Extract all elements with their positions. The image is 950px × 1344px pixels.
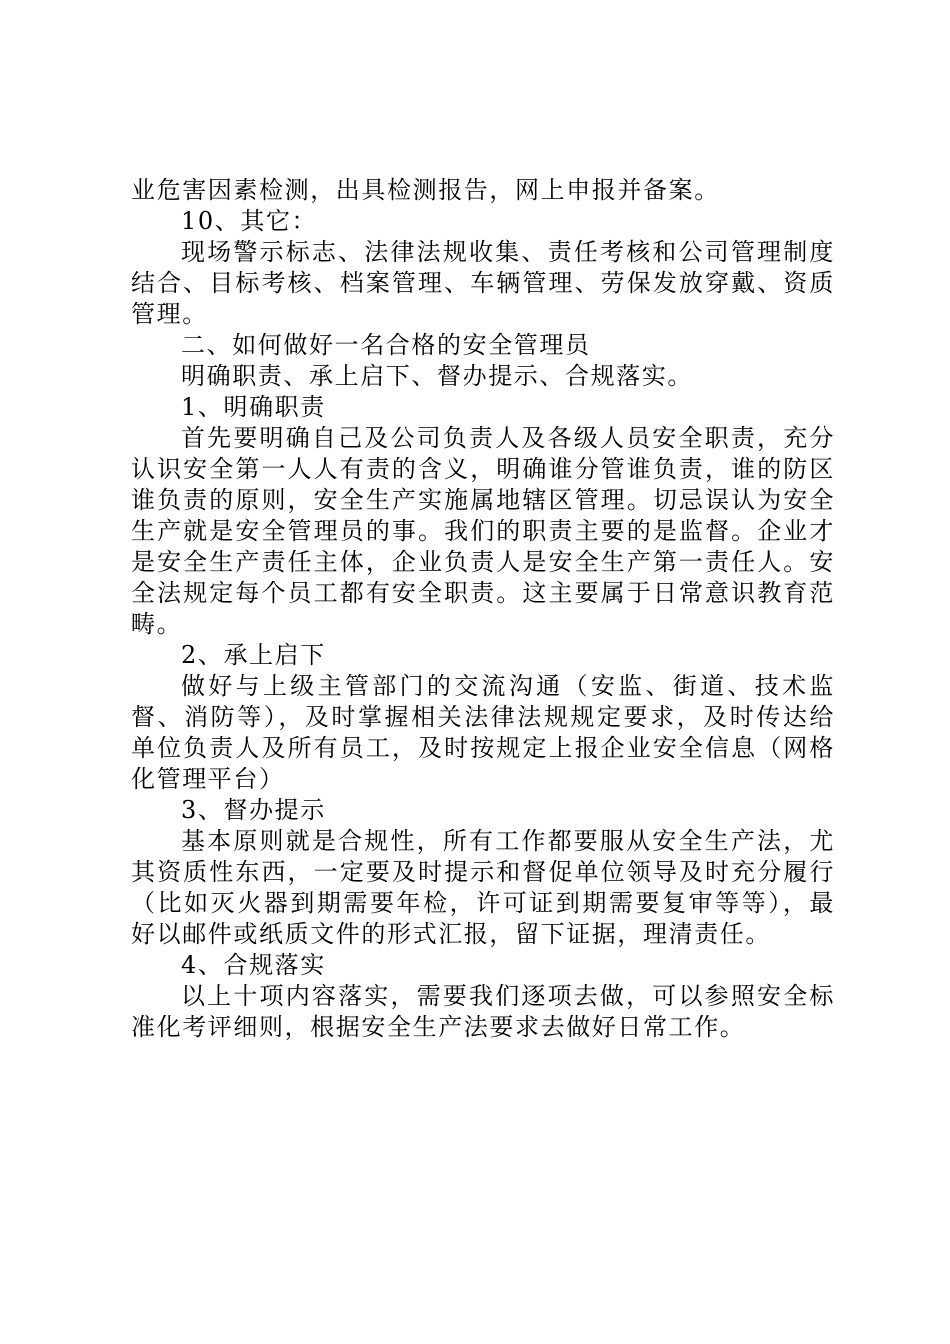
- paragraph-continuation: 业危害因素检测，出具检测报告，网上申报并备案。: [131, 176, 720, 204]
- paragraph-section-3: 基本原则就是合规性，所有工作都要服从安全生产法，尤其资质性东西，一定要及时提示和督促单位领导及时充分履行（比如灭火器到期需要年检，许可证到期需要复审等等），最好以邮件或纸质文件的形式汇报，留下证据，理清责任。: [131, 827, 835, 948]
- paragraph-section-2: 做好与上级主管部门的交流沟通（安监、街道、技术监督、消防等），及时掌握相关法律法规规定要求，及时传达给单位负责人及所有员工，及时按规定上报企业安全信息（网格化管理平台）: [131, 672, 835, 793]
- paragraph-section-1: 首先要明确自己及公司负责人及各级人员安全职责，充分认识安全第一人人有责的含义，明确谁分管谁负责，谁的防区谁负责的原则，安全生产实施属地辖区管理。切忌误认为安全生产就是安全管理员的事。我们的职责主要的是监督。企业才是安全生产责任主体，企业负责人是安全生产第一责任人。安全法规定每个员工都有安全职责。这主要属于日常意识教育范畴。: [131, 424, 835, 638]
- section-heading-1: 1、明确职责: [181, 393, 326, 421]
- section-heading-4: 4、合规落实: [181, 951, 326, 979]
- section-heading-part-two: 二、如何做好一名合格的安全管理员: [181, 331, 591, 359]
- section-heading-10-other: 10、其它：: [181, 207, 318, 235]
- paragraph-other-items: 现场警示标志、法律法规收集、责任考核和公司管理制度结合、目标考核、档案管理、车辆管理、劳保发放穿戴、资质管理。: [131, 238, 835, 328]
- paragraph-section-4: 以上十项内容落实，需要我们逐项去做，可以参照安全标准化考评细则，根据安全生产法要求去做好日常工作。: [131, 982, 835, 1041]
- paragraph-summary: 明确职责、承上启下、督办提示、合规落实。: [181, 362, 693, 390]
- section-heading-3: 3、督办提示: [181, 796, 326, 824]
- section-heading-2: 2、承上启下: [181, 641, 326, 669]
- document-body: [131, 175, 835, 1043]
